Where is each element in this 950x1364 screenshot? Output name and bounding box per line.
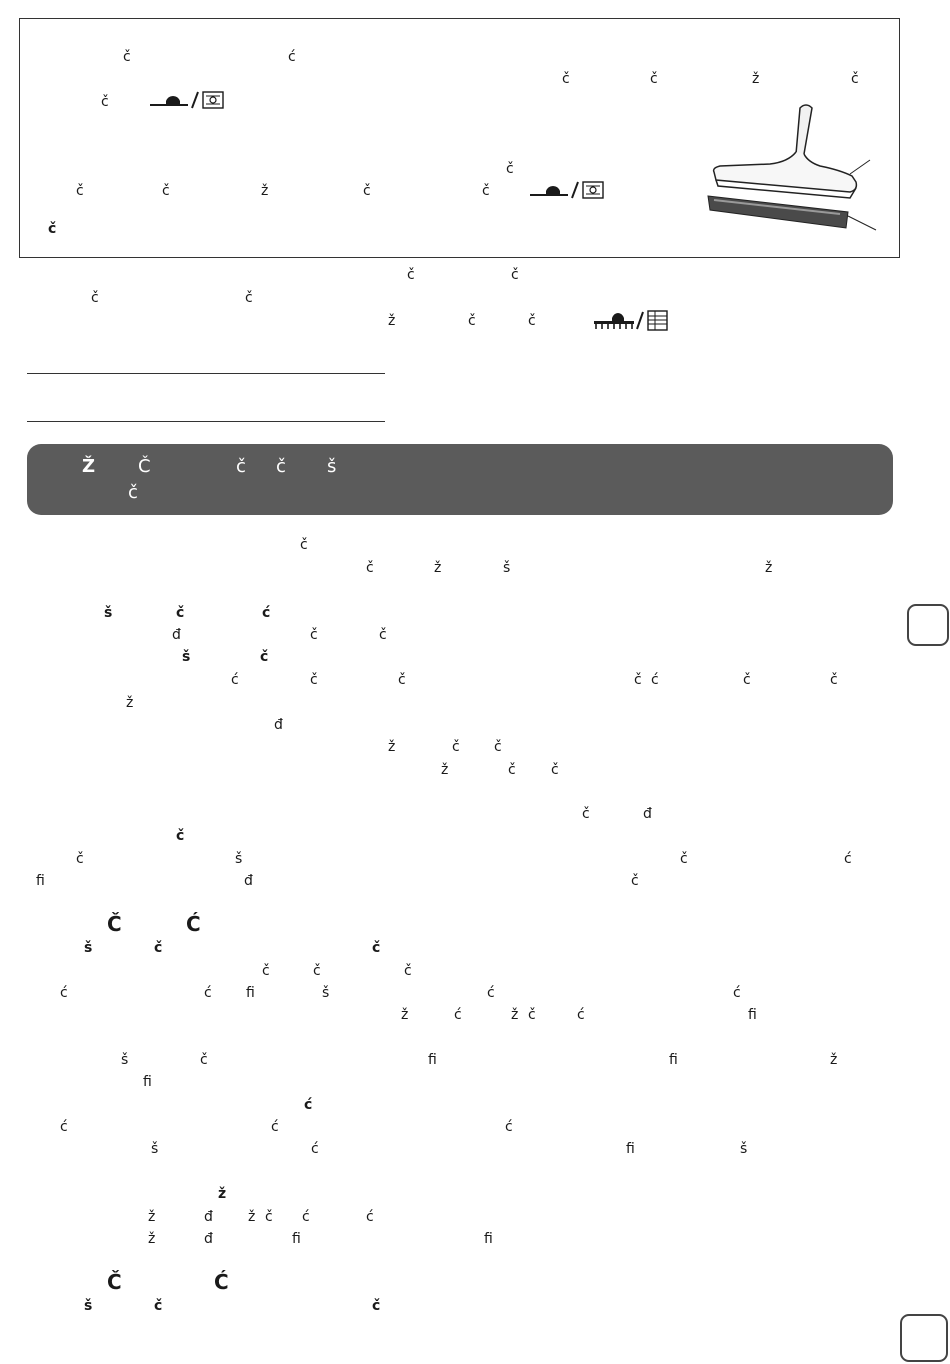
text-fragment: č [631,873,639,889]
nozzle-setting-icon [528,180,606,200]
text-fragment: č [372,940,381,956]
text-fragment: č [506,161,514,177]
text-fragment: š [151,1141,159,1157]
text-fragment: ﬁ [428,1052,437,1068]
text-fragment: ž [126,695,134,711]
text-fragment: đ [643,806,652,822]
text-fragment: ﬁ [246,985,255,1001]
text-fragment: đ [244,873,253,889]
text-fragment: č [404,963,412,979]
banner-text: Č [138,456,151,477]
text-fragment: č [310,672,318,688]
text-fragment: đ [204,1231,213,1247]
text-fragment: č [313,963,321,979]
text-fragment: ﬁ [143,1074,152,1090]
text-fragment: č [48,221,57,237]
banner-text: š [327,456,337,477]
section-heading: Ć [186,912,201,936]
text-fragment: č [468,313,476,329]
text-fragment: ć [844,851,852,867]
text-fragment: č [200,1052,208,1068]
text-fragment: š [322,985,330,1001]
section-header-banner [27,444,893,515]
text-fragment: ž [261,183,269,199]
text-fragment: č [300,537,308,553]
text-fragment: ć [60,985,68,1001]
text-fragment: ž [511,1007,519,1023]
text-fragment: ć [505,1119,513,1135]
banner-text: č [276,456,286,477]
text-fragment: č [76,851,84,867]
text-fragment: č [262,963,270,979]
section-heading: Ć [214,1270,229,1294]
text-fragment: č [562,71,570,87]
text-fragment: ž [148,1209,156,1225]
text-fragment: ﬁ [626,1141,635,1157]
text-fragment: ﬁ [36,873,45,889]
text-fragment: č [372,1298,381,1314]
text-fragment: đ [172,627,181,643]
text-fragment: ć [271,1119,279,1135]
banner-text: č [128,482,138,503]
text-fragment: č [511,267,519,283]
text-fragment: ﬁ [484,1231,493,1247]
text-fragment: ž [830,1052,838,1068]
page-number-box [900,1314,948,1362]
text-fragment: č [176,605,185,621]
text-fragment: ž [218,1186,227,1202]
banner-text: č [236,456,246,477]
text-fragment: š [84,1298,93,1314]
text-fragment: š [235,851,243,867]
text-fragment: č [634,672,642,688]
text-fragment: ﬁ [669,1052,678,1068]
text-fragment: č [551,762,559,778]
divider [27,421,385,422]
text-fragment: ﬁ [748,1007,757,1023]
banner-text: Ž [82,456,96,477]
text-fragment: ž [401,1007,409,1023]
text-fragment: ž [752,71,760,87]
text-fragment: š [182,649,191,665]
text-fragment: č [830,672,838,688]
text-fragment: č [851,71,859,87]
text-fragment: č [398,672,406,688]
text-fragment: ć [204,985,212,1001]
text-fragment: č [482,183,490,199]
text-fragment: č [452,739,460,755]
floor-nozzle-illustration [700,100,885,235]
divider [27,373,385,374]
section-heading: Č [107,912,122,936]
text-fragment: č [91,290,99,306]
text-fragment: č [162,183,170,199]
text-fragment: ž [148,1231,156,1247]
text-fragment: ć [60,1119,68,1135]
text-fragment: č [363,183,371,199]
text-fragment: č [680,851,688,867]
text-fragment: č [101,94,109,110]
text-fragment: ž [434,560,442,576]
text-fragment: č [366,560,374,576]
text-fragment: č [379,627,387,643]
text-fragment: č [528,313,536,329]
page-tab [907,604,949,646]
carpet-setting-icon [647,310,669,332]
text-fragment: č [245,290,253,306]
text-fragment: č [176,828,185,844]
text-fragment: č [528,1007,536,1023]
text-fragment: ć [366,1209,374,1225]
text-fragment: č [743,672,751,688]
text-fragment: ć [231,672,239,688]
text-fragment: ć [577,1007,585,1023]
text-fragment: š [740,1141,748,1157]
text-fragment: ć [651,672,659,688]
text-fragment: č [76,183,84,199]
text-fragment: č [310,627,318,643]
text-fragment: č [123,49,131,65]
text-fragment: č [650,71,658,87]
text-fragment: č [154,1298,163,1314]
text-fragment: š [121,1052,129,1068]
text-fragment: ž [765,560,773,576]
text-fragment: đ [204,1209,213,1225]
text-fragment: č [582,806,590,822]
section-heading: Č [107,1270,122,1294]
text-fragment: š [503,560,511,576]
text-fragment: ć [288,49,296,65]
text-fragment: š [84,940,93,956]
text-fragment: č [494,739,502,755]
hard-floor-nozzle-icon [148,90,226,110]
text-fragment: č [260,649,269,665]
text-fragment: ﬁ [292,1231,301,1247]
text-fragment: č [154,940,163,956]
text-fragment: ć [487,985,495,1001]
text-fragment: ž [388,313,396,329]
text-fragment: ć [302,1209,310,1225]
text-fragment: ć [733,985,741,1001]
text-fragment: ć [304,1097,313,1113]
text-fragment: č [265,1209,273,1225]
text-fragment: ć [311,1141,319,1157]
text-fragment: ž [388,739,396,755]
text-fragment: č [407,267,415,283]
text-fragment: ć [262,605,271,621]
text-fragment: ž [441,762,449,778]
text-fragment: đ [274,717,283,733]
text-fragment: č [508,762,516,778]
text-fragment: š [104,605,113,621]
text-fragment: ć [454,1007,462,1023]
text-fragment: ž [248,1209,256,1225]
